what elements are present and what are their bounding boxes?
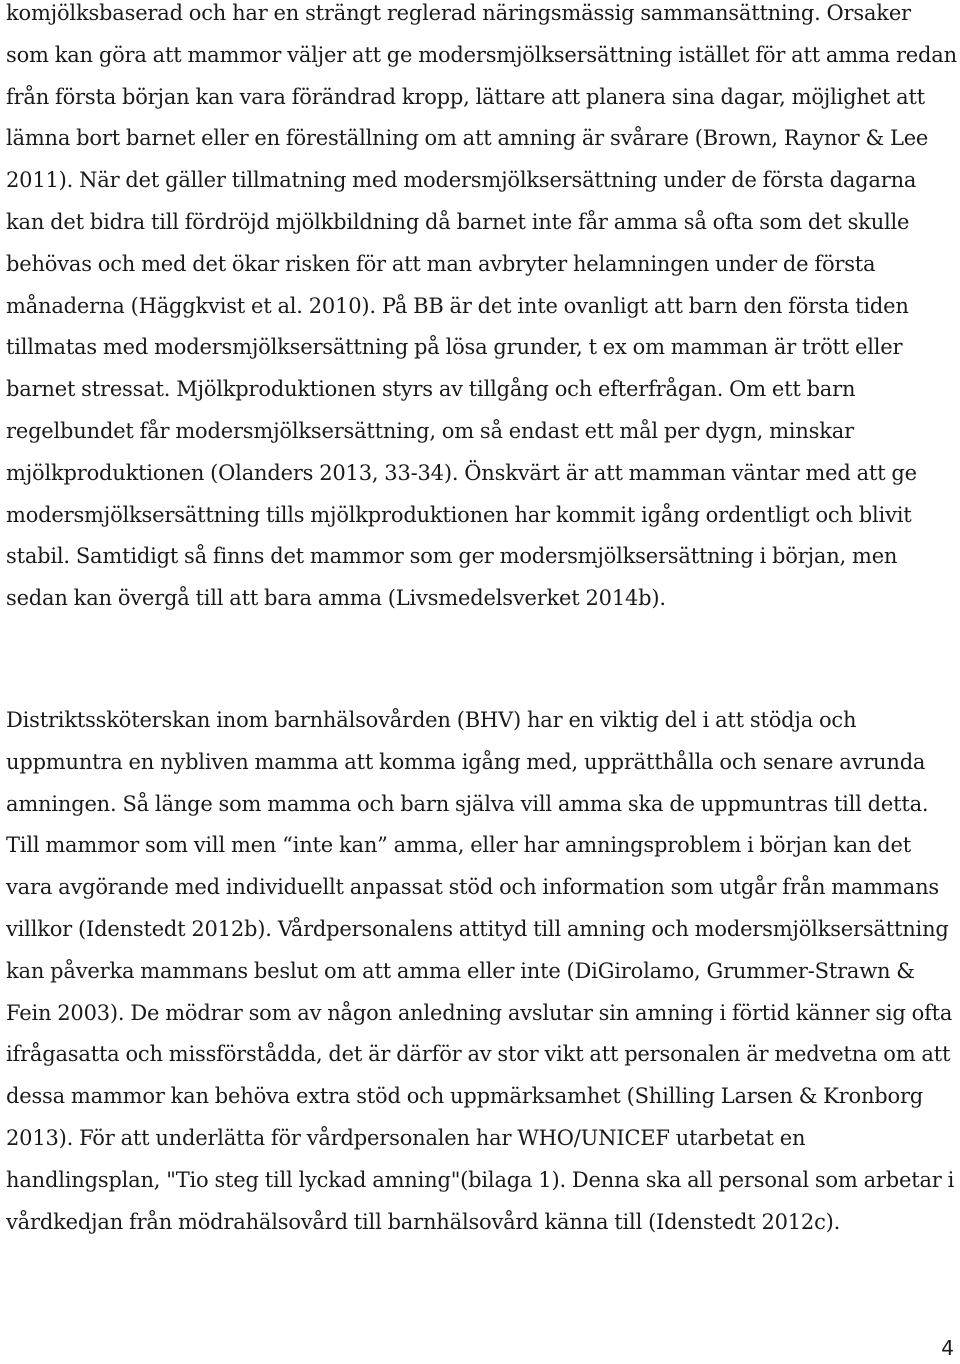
paragraph-formula-feeding: komjölksbaserad och har en strängt reglerad näringsmässig sammansättning. Orsaker som kan göra att mammor väljer att ge modersmjölksersättning istället för att amma redan från första början kan vara förändrad kropp, lättare att planera sina dagar, möjlighet att lämna bort barnet eller en föreställning om att amning är svårare (Brown, Raynor & Lee 2011). När det gäller tillmatning med modersmjölksersättning under de första dagarna kan det bidra till fördröjd mjölkbildning då barnet inte får amma så ofta som det skulle behövas och med det ökar risken för att man avbryter helamningen under de första månaderna (Häggkvist et al. 2010). På BB är det inte ovanligt att barn den första tiden tillmatas med modersmjölksersättning på lösa grunder, t ex om mamman är trött eller barnet stressat. Mjölkproduktionen styrs av tillgång och efterfrågan. Om ett barn regelbundet får modersmjölksersättning, om så endast ett mål per dygn, minskar mjölkproduktionen (Olanders 2013, 33-34). Önskvärt är att mamman väntar med att ge modersmjölksersättning tills mjölkproduktionen har kommit igång ordentligt och blivit stabil. Samtidigt så finns det mammor som ger modersmjölksersättning i början, men sedan kan övergå till att bara amma (Livsmedelsverket 2014b).	[6, 1, 957, 611]
paragraph-bhv-support: Distriktssköterskan inom barnhälsovården (BHV) har en viktig del i att stödja och uppmuntra en nybliven mamma att komma igång med, upprätthålla och senare avrunda amningen. Så länge som mamma och barn själva vill amma ska de uppmuntras till detta. Till mammor som vill men “inte kan” amma, eller har amningsproblem i början kan det vara avgörande med individuellt anpassat stöd och information som utgår från mammans villkor (Idenstedt 2012b). Vårdpersonalens attityd till amning och modersmjölksersättning kan påverka mammans beslut om att amma eller inte (DiGirolamo, Grummer-Strawn & Fein 2003). De mödrar som av någon anledning avslutar sin amning i förtid känner sig ofta ifrågasatta och missförstådda, det är därför av stor vikt att personalen är medvetna om att dessa mammor kan behöva extra stöd och uppmärksamhet (Shilling Larsen & Kronborg 2013). För att underlätta för vårdpersonalen har WHO/UNICEF utarbetat en handlingsplan, "Tio steg till lyckad amning"(bilaga 1). Denna ska all personal som arbetar i vårdkedjan från mödrahälsovård till barnhälsovård känna till (Idenstedt 2012c).	[6, 708, 955, 1234]
page-number: 4	[941, 1336, 954, 1360]
